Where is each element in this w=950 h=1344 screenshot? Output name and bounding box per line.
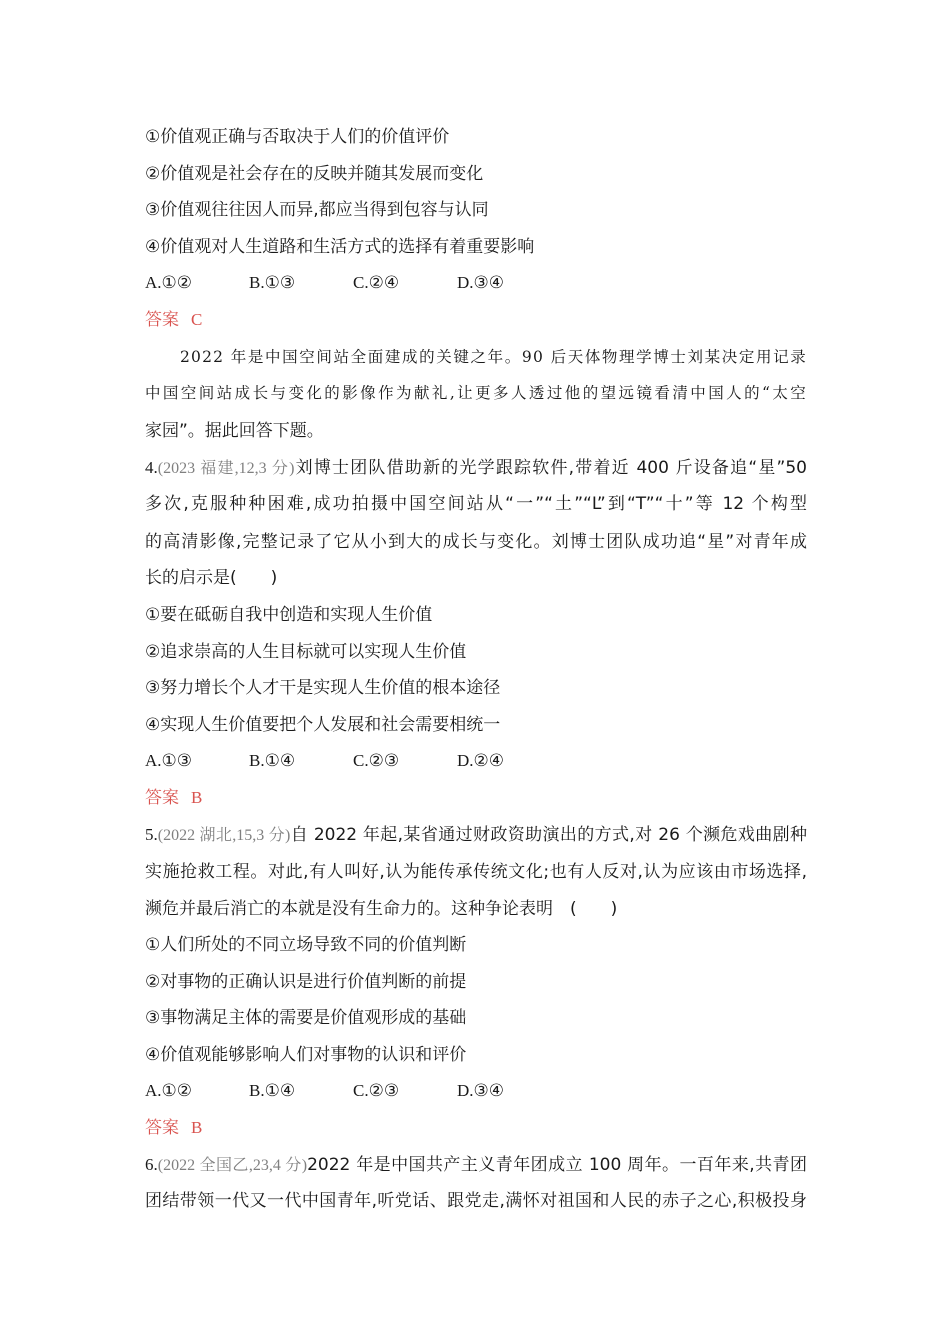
q5-source: (2022 湖北,15,3 分) xyxy=(157,827,291,844)
q4-option-c: C.②③ xyxy=(353,751,400,770)
q4-stem-text-1: 刘博士团队借助新的光学跟踪软件,带着近 400 斤设备追“星”50 xyxy=(294,458,807,478)
q6-source: (2022 全国乙,23,4 分) xyxy=(157,1157,308,1174)
q5-item-4: ④价值观能够影响人们对事物的认识和评价 xyxy=(145,1045,467,1065)
q5-stem-line-1 xyxy=(145,823,807,848)
q4-option-d: D.②④ xyxy=(457,751,505,770)
q4-item-4: ④实现人生价值要把个人发展和社会需要相统一 xyxy=(145,715,501,735)
q5-option-a: A.①② xyxy=(145,1081,193,1100)
material-line-2: 中国空间站成长与变化的影像作为献礼,让更多人透过他的望远镜看清中国人的“太空 xyxy=(145,384,807,402)
q3-item-3: ③价值观往往因人而异,都应当得到包容与认同 xyxy=(145,200,489,220)
q5-option-c: C.②③ xyxy=(353,1081,400,1100)
q3-option-b: B.①③ xyxy=(249,273,296,292)
q5-stem-line-2: 实施抢救工程。对此,有人叫好,认为能传承传统文化;也有人反对,认为应该由市场选择, xyxy=(145,862,807,882)
q4-option-a: A.①③ xyxy=(145,751,193,770)
answer-value: B xyxy=(191,788,203,807)
answer-label: 答案 xyxy=(145,788,179,808)
q3-option-d: D.③④ xyxy=(457,273,505,292)
q5-options xyxy=(145,1079,807,1103)
material-line-1: 2022 年是中国空间站全面建成的关键之年。90 后天体物理学博士刘某决定用记录 xyxy=(180,348,807,366)
q6-stem-text-1: 2022 年是中国共产主义青年团成立 100 周年。一百年来,共青团 xyxy=(307,1155,807,1175)
q3-item-1: ①价值观正确与否取决于人们的价值评价 xyxy=(145,127,450,147)
q4-item-2: ②追求崇高的人生目标就可以实现人生价值 xyxy=(145,642,467,662)
q4-source: (2023 福建,12,3 分) xyxy=(157,460,295,477)
q5-option-b: B.①④ xyxy=(249,1081,296,1100)
q3-options xyxy=(145,271,807,295)
q5-item-2: ②对事物的正确认识是进行价值判断的前提 xyxy=(145,972,467,992)
q6-number: 6. xyxy=(145,1155,158,1174)
q4-stem-line-4: 长的启示是( ) xyxy=(145,568,278,588)
q3-item-4: ④价值观对人生道路和生活方式的选择有着重要影响 xyxy=(145,237,535,257)
q6-stem-line-2: 团结带领一代又一代中国青年,听党话、跟党走,满怀对祖国和人民的赤子之心,积极投身 xyxy=(145,1191,807,1211)
material-line-3: 家园”。据此回答下题。 xyxy=(145,421,324,441)
q4-stem-line-3: 的高清影像,完整记录了它从小到大的成长与变化。刘博士团队成功追“星”对青年成 xyxy=(145,532,807,552)
answer-value: B xyxy=(191,1118,203,1137)
q5-stem-text-1: 自 2022 年起,某省通过财政资助演出的方式,对 26 个濒危戏曲剧种 xyxy=(290,825,807,845)
q4-stem-line-1 xyxy=(145,456,807,481)
q3-item-2: ②价值观是社会存在的反映并随其发展而变化 xyxy=(145,164,484,184)
q3-answer xyxy=(145,308,807,332)
q3-option-c: C.②④ xyxy=(353,273,400,292)
q5-stem-line-3: 濒危并最后消亡的本就是没有生命力的。这种争论表明 ( ) xyxy=(145,899,618,919)
q6-stem-line-1 xyxy=(145,1153,807,1178)
answer-label: 答案 xyxy=(145,310,179,330)
q4-answer xyxy=(145,786,807,810)
q4-item-3: ③努力增长个人才干是实现人生价值的根本途径 xyxy=(145,678,501,698)
q4-options xyxy=(145,749,807,773)
q5-option-d: D.③④ xyxy=(457,1081,505,1100)
q4-number: 4. xyxy=(145,458,158,477)
answer-value: C xyxy=(191,310,203,329)
q5-item-1: ①人们所处的不同立场导致不同的价值判断 xyxy=(145,935,467,955)
q5-number: 5. xyxy=(145,825,158,844)
q4-option-b: B.①④ xyxy=(249,751,296,770)
q4-stem-line-2: 多次,克服种种困难,成功拍摄中国空间站从“一”“土”“L”到“T”“十”等 12 个构型 xyxy=(145,494,807,514)
answer-label: 答案 xyxy=(145,1118,179,1138)
q3-option-a: A.①② xyxy=(145,273,193,292)
q5-item-3: ③事物满足主体的需要是价值观形成的基础 xyxy=(145,1008,467,1028)
q4-item-1: ①要在砥砺自我中创造和实现人生价值 xyxy=(145,605,433,625)
q5-answer xyxy=(145,1116,807,1140)
